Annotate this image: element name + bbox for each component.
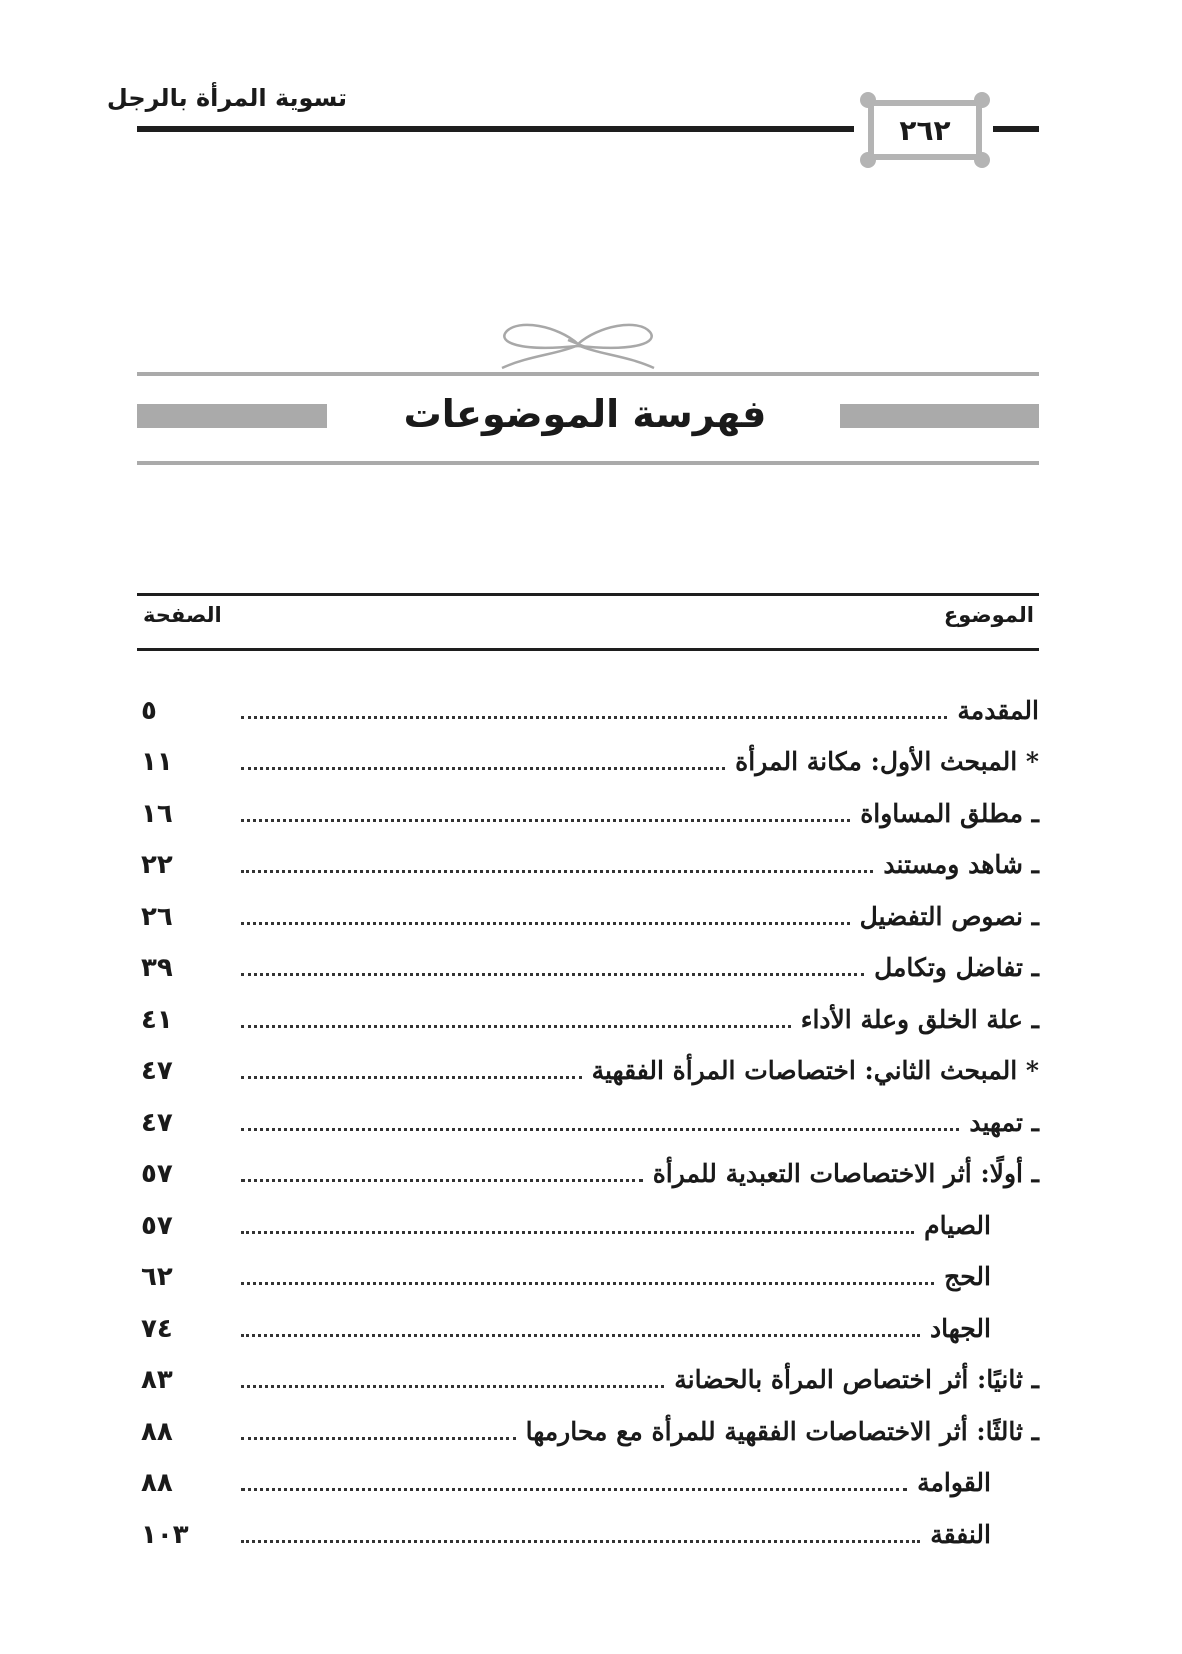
dot-leader: [241, 1076, 582, 1079]
dot-leader: [241, 922, 850, 925]
corner-decoration: [860, 152, 876, 168]
dot-leader: [241, 1385, 664, 1388]
toc-entry[interactable]: [137, 1088, 1039, 1140]
toc-entry-page: ٨٨: [141, 1468, 173, 1498]
toc-entry-label: ـ ثانيًا: أثر اختصاص المرأة بالحضانة: [674, 1365, 1039, 1394]
toc-entry-page: ٤٧: [141, 1107, 173, 1138]
corner-decoration: [974, 92, 990, 108]
dot-leader: [241, 870, 873, 873]
dot-leader: [241, 1488, 907, 1491]
table-header-rule-bottom: [137, 648, 1039, 651]
divider-top: [137, 372, 1039, 376]
toc-entry-page: ٤١: [141, 1004, 173, 1035]
dot-leader: [241, 1231, 914, 1234]
toc-entry[interactable]: [137, 1449, 1039, 1501]
dot-leader: [241, 973, 864, 976]
dot-leader: [241, 1128, 959, 1131]
toc-entry-label: ـ تمهيد: [969, 1107, 1039, 1137]
toc-entry-label: النفقة: [930, 1519, 991, 1549]
toc-entry-page: ٢٦: [141, 901, 173, 932]
toc-entry-label: الحج: [944, 1262, 991, 1291]
toc-entry-page: ١٦: [141, 798, 173, 829]
corner-decoration: [974, 152, 990, 168]
toc-entry-label: ـ أولًا: أثر الاختصاصات التعبدية للمرأة: [652, 1159, 1039, 1188]
toc-entry[interactable]: [137, 676, 1039, 728]
toc-entry-label: * المبحث الأول: مكانة المرأة: [735, 747, 1039, 776]
toc-entry-page: ٣٩: [141, 953, 173, 983]
toc-entry[interactable]: [137, 934, 1039, 986]
header-rule-right: [993, 126, 1039, 132]
toc-entry[interactable]: [137, 882, 1039, 934]
toc-entry-page: ١١: [141, 747, 173, 777]
dot-leader: [241, 1179, 643, 1182]
toc-entry-page: ٤٧: [141, 1056, 173, 1086]
title-bar-left: [137, 404, 327, 428]
divider-bottom: [137, 461, 1039, 465]
toc-entry-label: * المبحث الثاني: اختصاصات المرأة الفقهية: [591, 1056, 1039, 1085]
running-title: تسوية المرأة بالرجل: [106, 84, 347, 112]
header-rule: [137, 126, 854, 132]
page-number-box: [868, 100, 982, 160]
dot-leader: [241, 1540, 920, 1543]
dot-leader: [241, 1334, 920, 1337]
title-bar-right: [840, 404, 1039, 428]
toc-entry[interactable]: [137, 1294, 1039, 1346]
toc-entry-label: ـ مطلق المساواة: [860, 798, 1039, 828]
toc-entry[interactable]: [137, 728, 1039, 780]
toc-entry-label: الصيام: [924, 1210, 991, 1240]
toc-entry[interactable]: [137, 831, 1039, 883]
dot-leader: [241, 716, 947, 719]
dot-leader: [241, 819, 850, 822]
toc-entry-page: ٥٧: [141, 1210, 173, 1241]
page-title: فهرسة الموضوعات: [403, 392, 767, 436]
toc-entry[interactable]: [137, 1243, 1039, 1295]
table-header-rule-top: [137, 593, 1039, 596]
dot-leader: [241, 767, 725, 770]
toc-entry[interactable]: [137, 779, 1039, 831]
dot-leader: [241, 1437, 516, 1440]
toc-entry[interactable]: [137, 1346, 1039, 1398]
bow-ornament-icon: [498, 318, 658, 372]
toc-entry-page: ٨٨: [141, 1416, 173, 1447]
toc-entry-label: ـ تفاضل وتكامل: [874, 953, 1039, 982]
toc-entry-page: ٥٧: [141, 1159, 173, 1189]
column-header-page: الصفحة: [143, 603, 222, 627]
toc-entry-page: ٦٢: [141, 1262, 173, 1292]
toc-list: [137, 676, 1039, 1552]
toc-entry-label: ـ نصوص التفضيل: [859, 901, 1039, 931]
column-header-topic: الموضوع: [943, 603, 1034, 627]
toc-entry-label: الجهاد: [930, 1313, 991, 1343]
toc-entry[interactable]: [137, 1037, 1039, 1089]
toc-entry-page: ٥: [141, 695, 157, 726]
toc-entry-label: ـ علة الخلق وعلة الأداء: [800, 1004, 1039, 1034]
toc-entry-label: القوامة: [917, 1468, 991, 1497]
toc-entry[interactable]: [137, 985, 1039, 1037]
toc-entry[interactable]: [137, 1500, 1039, 1552]
toc-entry-label: ـ ثالثًا: أثر الاختصاصات الفقهية للمرأة مع محارمها: [525, 1416, 1039, 1446]
toc-entry-page: ١٠٣: [141, 1519, 189, 1550]
toc-entry-page: ٧٤: [141, 1313, 173, 1344]
toc-entry-label: المقدمة: [957, 695, 1039, 725]
toc-entry-label: ـ شاهد ومستند: [883, 850, 1039, 879]
toc-entry-page: ٢٢: [141, 850, 173, 880]
toc-entry-page: ٨٣: [141, 1365, 173, 1395]
toc-entry[interactable]: [137, 1191, 1039, 1243]
toc-entry[interactable]: [137, 1397, 1039, 1449]
toc-entry[interactable]: [137, 1140, 1039, 1192]
dot-leader: [241, 1025, 791, 1028]
page-number: ٢٦٢: [874, 106, 976, 154]
dot-leader: [241, 1282, 934, 1285]
